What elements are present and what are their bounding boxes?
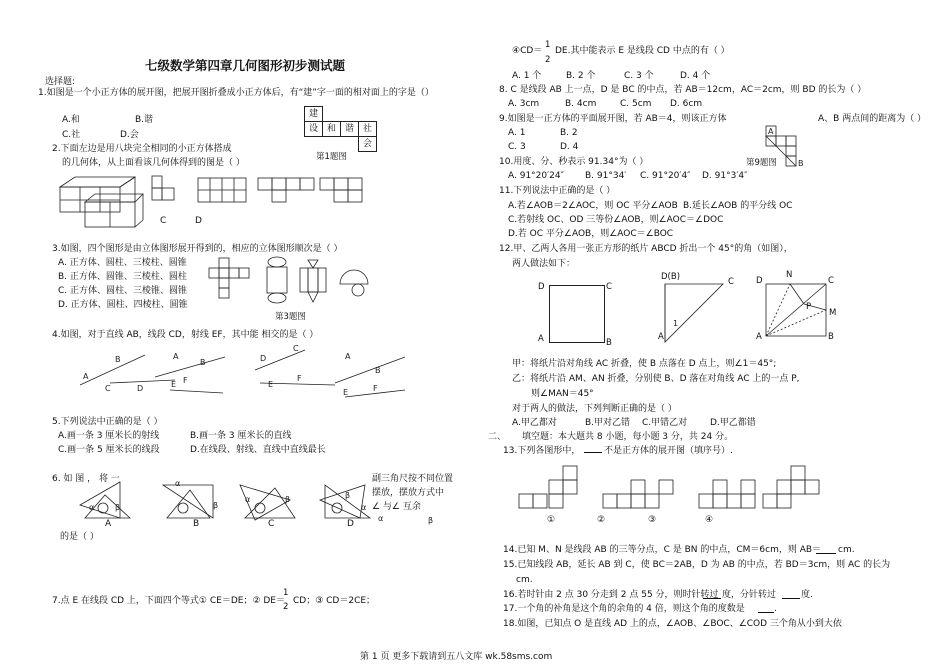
q7-option-a: A. 1 个 (512, 71, 542, 81)
svg-text:α: α (378, 514, 384, 523)
q4-f4-pt-e: E (343, 388, 349, 397)
q12-square-1 (549, 285, 605, 343)
net-cell: 会 (359, 137, 377, 152)
question-8: 8. C 是线段 AB 上一点，D 是 BC 的中点，若 AB＝12cm，AC＝2cm，则 BD 的长为（ ） (499, 85, 867, 95)
svg-text:β: β (115, 503, 121, 512)
q12-f1-a: A (538, 334, 544, 344)
q7b-frac-num: 1 (545, 40, 551, 50)
q3-net-figures (205, 256, 385, 308)
q1-option-d: D.会 (120, 130, 139, 140)
q17-answer-blank[interactable] (758, 612, 774, 613)
q4-f2-pt-b: B (200, 358, 206, 367)
q5-option-d: D.在线段、射线、直线中直线最长 (190, 445, 326, 455)
question-15: 15.已知线段 AB，延长 AB 到 C，使 BC＝2AB，D 为 AB 的中点，若 BD＝3cm，则 AC 的长为 (503, 560, 891, 570)
page-footer: 第 1 页 更多下载请到五八文库 wk.58sms.com (360, 652, 553, 662)
question-12-c: 对于两人的做法，下列判断正确的是（ ） (512, 404, 677, 414)
svg-text:A: A (768, 127, 774, 136)
q4-f4-pt-f: F (373, 384, 378, 393)
question-14-b: cm. (838, 545, 855, 555)
q12-f2-a: A (658, 332, 664, 342)
q2-label-d: D (195, 216, 202, 226)
question-12-b: 两人做法如下： (512, 259, 576, 269)
question-16-b: 度，分针转过 (722, 590, 777, 600)
q7b-frac-den: 2 (545, 55, 551, 65)
q11-option-c: C.若射线 OC、OD 三等份∠AOB，则∠AOC＝∠DOC (508, 215, 724, 225)
net-cell: 谐 (341, 122, 359, 137)
question-7b-pre: ④CD＝ (512, 46, 543, 56)
q2-view-d (318, 176, 378, 206)
q9-option-a: A. 1 (508, 128, 526, 138)
q12-f1-d: D (538, 282, 545, 292)
question-17: 17.一个角的补角是这个角的余角的 4 倍，则这个角的度数是 (503, 604, 745, 614)
q12-f3-m: M (829, 308, 837, 318)
q13-net-figures (513, 462, 823, 520)
q4-f4-pt-b: B (375, 366, 381, 375)
question-10: 10.用度、分、秒表示 91.34°为（ ） (499, 157, 649, 167)
q16-answer-blank-1[interactable] (703, 598, 721, 599)
net-cell: 社 (359, 122, 377, 137)
q6-label-b: B (193, 519, 200, 529)
q3-option-a: A. 正方体、圆柱、三棱柱、圆锥 (58, 258, 187, 268)
q7-option-d: D. 4 个 (680, 71, 711, 81)
section-choice-heading: 选择题: (45, 77, 76, 87)
q1-cube-net (304, 106, 377, 152)
question-7-rest: CD；③ CD＝2CE； (293, 596, 376, 606)
q12-f3-a: A (756, 332, 762, 342)
q12-fold-figure-3 (760, 280, 830, 340)
page-title: 七级数学第四章几何图形初步测试题 (145, 58, 346, 73)
question-16: 16.若时针由 2 点 30 分走到 2 点 55 分，则时针转过 (503, 590, 719, 600)
q11-option-d: D.若 OC 平分∠AOB，则∠AOC＝∠BOC (508, 229, 674, 239)
q12-option-c: C.甲错乙对 (642, 418, 688, 428)
q6-angle-symbols (376, 507, 446, 525)
section-fill-heading: 填空题：本大题共 8 小题，每小题 3 分，共 24 分。 (522, 432, 734, 442)
q12-yi: 乙：将纸片沿 AM、AN 折叠，分别使 B、D 落在对角线 AC 上的一点 P, (512, 374, 800, 384)
q13-label-2: ② (597, 515, 606, 525)
q12-f3-b: B (828, 332, 834, 342)
q1-option-a: A.和 (62, 115, 80, 125)
question-7: 7.点 E 在线段 CD 上，下面四个等式① CE＝DE；② DE＝ (52, 596, 285, 606)
q12-f1-c: C (606, 282, 612, 292)
question-2-line1: 2.下面左边是用八块完全相同的小正方体搭成 (52, 144, 232, 154)
q12-f2-angle1: 1 (673, 319, 679, 328)
question-18: 18.如图，已知点 O 是直线 AD 上的点，∠AOB、∠BOC、∠COD 三个角从小到大依 (503, 619, 842, 629)
net-cell: 和 (323, 122, 341, 137)
q12-fold-figure-2 (655, 276, 735, 356)
q8-option-c: C. 5cm (620, 99, 652, 109)
question-15-b: cm. (516, 575, 533, 585)
q8-option-b: B. 4cm (565, 99, 597, 109)
question-6-c: 摆放，摆放方式中 (372, 488, 445, 498)
q4-f1-pt-c: C (105, 384, 111, 393)
q4-f3-pt-f: F (297, 374, 302, 383)
svg-text:α: α (175, 480, 181, 488)
q7-option-b: B. 2 个 (566, 71, 596, 81)
q12-f3-d: D (756, 276, 763, 286)
q9-caption: 第9题图 (746, 158, 777, 168)
svg-text:β: β (345, 491, 351, 500)
question-9-b: A、B 两点间的距离为（ ） (818, 114, 927, 124)
q6-triangle-figures (75, 480, 375, 528)
q4-f1-pt-b: B (115, 355, 121, 364)
q8-option-d: D. 6cm (670, 99, 703, 109)
net-cell: 设 (305, 122, 323, 137)
q4-f3-pt-c: C (293, 345, 299, 353)
question-11: 11.下列说法中正确的是（ ） (499, 186, 616, 196)
question-5: 5.下列说法中正确的是（ ） (52, 417, 163, 427)
q2-solid-figure (55, 172, 145, 232)
question-6-d: ∠ 与∠ 互余 (372, 502, 421, 512)
question-9: 9.如图是一正方体的平面展开图，若 AB＝4，则该正方体 (499, 114, 727, 124)
q2-view-b (256, 176, 316, 206)
svg-text:β: β (428, 516, 434, 525)
q12-jia: 甲：将纸片沿对角线 AC 折叠，使 B 点落在 D 点上，则∠1＝45°; (512, 359, 777, 369)
question-13: 13.下列各图形中， (503, 446, 581, 456)
q13-label-3: ③ (648, 515, 657, 525)
question-6-e: 的是（ ） (60, 532, 99, 542)
q12-f2-db: D(B) (661, 272, 681, 282)
q12-option-b: B.甲对乙错 (585, 418, 631, 428)
q10-option-a: A. 91°20′24″ (508, 171, 564, 181)
q11-option-b: B.延长∠AOB 的平分线 OC (683, 201, 793, 211)
q13-answer-blank[interactable] (584, 452, 602, 453)
q5-option-a: A.画一条 3 厘米长的射线 (58, 431, 160, 441)
q4-f2-pt-f: F (183, 376, 188, 385)
q3-option-c: C. 正方体、圆柱、三棱锥、圆锥 (58, 286, 188, 296)
q2-view-a (196, 176, 251, 206)
q5-option-c: C.画一条 5 厘米长的线段 (58, 445, 160, 455)
q6-label-a: A (105, 519, 112, 529)
q9-option-d: D. 4 (560, 142, 579, 152)
q10-option-d: D. 91°3′4″ (702, 171, 748, 181)
net-cell: 建 (305, 107, 323, 122)
question-6-a: 6. 如 图 ， 将 一 (52, 474, 120, 484)
q14-answer-blank[interactable] (816, 553, 836, 554)
q7-frac-num: 1 (283, 588, 289, 598)
q1-option-b: B.谐 (135, 115, 154, 125)
q12-f3-p: P (806, 302, 812, 312)
q9-option-b: B. 2 (560, 128, 578, 138)
q10-option-b: B. 91°34′ (585, 171, 627, 181)
q8-option-a: A. 3cm (508, 99, 540, 109)
q11-option-a: A.若∠AOB＝2∠AOC，则 OC 平分∠AOB (508, 201, 678, 211)
question-12-a: 12.甲、乙两人各用一张正方形的纸片 ABCD 折出一个 45°的角（如图）， (499, 244, 793, 254)
question-7b: DE.其中能表示 E 是线段 CD 中点的有（ ） (555, 46, 730, 56)
q3-caption: 第3题图 (275, 312, 306, 322)
q13-label-1: ① (547, 515, 556, 525)
question-14: 14.已知 M、N 是线段 AB 的三等分点，C 是 BN 的中点，CM＝6cm，则 AB＝ (503, 545, 822, 555)
q3-option-b: B. 正方体、圆锥、三棱柱、圆柱 (58, 272, 187, 282)
q4-f2-pt-a: A (173, 352, 179, 361)
question-1: 1.如图是一个小正方体的展开图，把展开图折叠成小正方体后，有“建”字一面的相对面上的字是（） (38, 88, 434, 98)
q12-option-d: D.甲乙都错 (710, 418, 756, 428)
q4-f1-pt-d: D (137, 384, 144, 393)
svg-text:β: β (213, 501, 219, 510)
q1-caption: 第1题图 (316, 152, 347, 162)
svg-text:B: B (798, 159, 804, 168)
q13-label-4: ④ (705, 515, 714, 525)
svg-text:α: α (361, 503, 367, 512)
question-16-c: 度. (801, 590, 813, 600)
question-4: 4.如图，对于直线 AB，线段 CD，射线 EF，其中能 相交的是（ ） (52, 330, 319, 340)
q4-f1-pt-a: A (83, 372, 89, 381)
q2-view-c (150, 174, 180, 214)
q12-option-a: A.甲乙都对 (512, 418, 557, 428)
q4-f4-pt-a: A (345, 352, 351, 361)
question-2-line2: 的几何体，从上面看该几何体得到的图是（ ） (62, 158, 245, 168)
q4-line-figures (75, 345, 415, 403)
svg-text:α: α (89, 503, 95, 512)
question-3: 3.如图，四个图形是由立体图形展开得到的，相应的立体图形顺次是（ ） (52, 244, 343, 254)
q9-option-c: C. 3 (508, 142, 526, 152)
q6-label-c: C (268, 519, 275, 529)
section-2-number: 二、 (488, 432, 507, 442)
q12-f1-b: B (606, 338, 612, 348)
q6-label-d: D (347, 519, 354, 529)
q12-f2-c: C (728, 277, 734, 287)
q3-option-d: D. 正方体、圆柱、四棱柱、圆锥 (58, 300, 188, 310)
q7-option-c: C. 3 个 (624, 71, 654, 81)
q4-f3-pt-e: E (268, 380, 274, 389)
question-13-b: 不是正方体的展开图（填序号）. (604, 446, 733, 456)
question-6-b: 副三角尺按不同位置 (372, 474, 454, 484)
q1-option-c: C.社 (62, 130, 81, 140)
q10-option-c: C. 91°20′4″ (640, 171, 691, 181)
q12-f3-n: N (786, 270, 793, 280)
q4-f2-pt-e: E (171, 380, 177, 389)
q16-answer-blank-2[interactable] (782, 598, 800, 599)
question-17-b: . (774, 604, 777, 614)
q2-label-c: C (160, 216, 167, 226)
q12-f3-c: C (828, 276, 834, 286)
q4-f3-pt-d: D (260, 354, 267, 363)
q5-option-b: B.画一条 3 厘米长的直线 (190, 431, 292, 441)
q12-yi2: 则∠MAN＝45° (531, 389, 594, 399)
svg-text:β: β (285, 495, 291, 504)
svg-text:α: α (245, 495, 251, 504)
q7-frac-den: 2 (283, 602, 289, 612)
